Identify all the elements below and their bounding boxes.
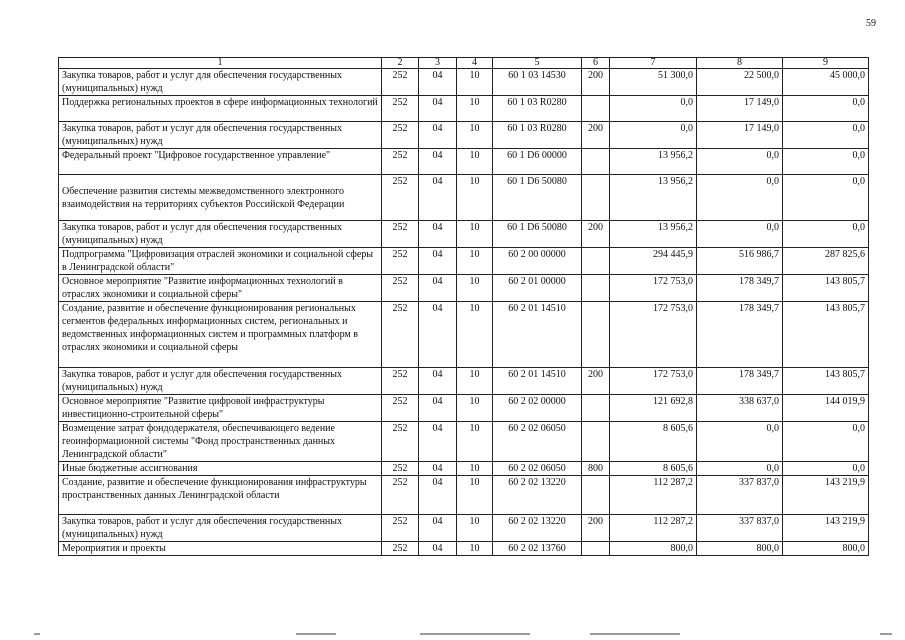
row-name: Федеральный проект "Цифровое государственное управление" [59, 149, 382, 175]
cell-target-code: 60 2 02 06050 [493, 422, 582, 462]
budget-table [58, 57, 869, 556]
cell-expense-type: 800 [582, 462, 610, 476]
cell-section: 04 [419, 221, 457, 248]
cell-amount-7: 294 445,9 [610, 248, 697, 275]
cell-target-code: 60 2 02 00000 [493, 395, 582, 422]
cell-subsection: 10 [457, 395, 493, 422]
table-row [59, 96, 869, 122]
cell-section: 04 [419, 395, 457, 422]
cell-amount-8: 0,0 [697, 221, 783, 248]
cell-amount-7: 8 605,6 [610, 462, 697, 476]
cell-section: 04 [419, 302, 457, 368]
cell-amount-9: 143 219,9 [783, 476, 869, 515]
table-row [59, 422, 869, 462]
cell-subsection: 10 [457, 175, 493, 221]
table-row [59, 149, 869, 175]
table-row [59, 395, 869, 422]
col-header-8: 8 [697, 58, 783, 69]
cell-amount-9: 143 805,7 [783, 275, 869, 302]
col-header-3: 3 [419, 58, 457, 69]
cell-subsection: 10 [457, 542, 493, 556]
cell-amount-8: 178 349,7 [697, 368, 783, 395]
row-name: Обеспечение развития системы межведомственного электронного взаимодействия на территориях субъектов Российской Федерации [59, 175, 382, 221]
cell-ministry: 252 [382, 542, 419, 556]
cell-subsection: 10 [457, 302, 493, 368]
cell-expense-type [582, 542, 610, 556]
cell-expense-type [582, 302, 610, 368]
cell-target-code: 60 2 02 13220 [493, 476, 582, 515]
cell-expense-type: 200 [582, 221, 610, 248]
cell-target-code: 60 1 03 R0280 [493, 96, 582, 122]
cell-amount-8: 337 837,0 [697, 515, 783, 542]
scan-artifact-strip [0, 628, 905, 640]
cell-expense-type: 200 [582, 368, 610, 395]
cell-expense-type: 200 [582, 122, 610, 149]
table-row [59, 275, 869, 302]
row-name: Закупка товаров, работ и услуг для обеспечения государственных (муниципальных) нужд [59, 122, 382, 149]
cell-subsection: 10 [457, 96, 493, 122]
cell-target-code: 60 2 01 00000 [493, 275, 582, 302]
cell-amount-8: 17 149,0 [697, 96, 783, 122]
cell-ministry: 252 [382, 368, 419, 395]
cell-target-code: 60 1 D6 00000 [493, 149, 582, 175]
cell-subsection: 10 [457, 69, 493, 96]
page-number: 59 [866, 18, 876, 29]
cell-amount-9: 800,0 [783, 542, 869, 556]
cell-amount-9: 0,0 [783, 175, 869, 221]
col-header-1: 1 [59, 58, 382, 69]
cell-subsection: 10 [457, 462, 493, 476]
cell-target-code: 60 1 03 R0280 [493, 122, 582, 149]
table-row [59, 302, 869, 368]
cell-amount-7: 172 753,0 [610, 302, 697, 368]
cell-ministry: 252 [382, 302, 419, 368]
cell-amount-8: 338 637,0 [697, 395, 783, 422]
table-row [59, 221, 869, 248]
table-row [59, 476, 869, 515]
cell-amount-7: 172 753,0 [610, 275, 697, 302]
header-row [59, 58, 869, 69]
cell-expense-type: 200 [582, 69, 610, 96]
cell-amount-8: 0,0 [697, 175, 783, 221]
cell-amount-7: 13 956,2 [610, 149, 697, 175]
cell-subsection: 10 [457, 221, 493, 248]
table-row [59, 368, 869, 395]
col-header-6: 6 [582, 58, 610, 69]
cell-ministry: 252 [382, 462, 419, 476]
cell-ministry: 252 [382, 221, 419, 248]
cell-amount-8: 17 149,0 [697, 122, 783, 149]
table-row [59, 69, 869, 96]
row-name: Закупка товаров, работ и услуг для обеспечения государственных (муниципальных) нужд [59, 368, 382, 395]
cell-amount-9: 0,0 [783, 422, 869, 462]
cell-section: 04 [419, 422, 457, 462]
cell-amount-8: 0,0 [697, 462, 783, 476]
row-name: Закупка товаров, работ и услуг для обеспечения государственных (муниципальных) нужд [59, 221, 382, 248]
cell-section: 04 [419, 275, 457, 302]
cell-amount-7: 112 287,2 [610, 515, 697, 542]
cell-section: 04 [419, 122, 457, 149]
table-row [59, 122, 869, 149]
cell-amount-8: 0,0 [697, 422, 783, 462]
cell-ministry: 252 [382, 476, 419, 515]
row-name: Подпрограмма "Цифровизация отраслей экономики и социальной сферы в Ленинградской области" [59, 248, 382, 275]
cell-amount-8: 178 349,7 [697, 275, 783, 302]
cell-amount-9: 0,0 [783, 122, 869, 149]
cell-amount-7: 121 692,8 [610, 395, 697, 422]
cell-amount-7: 8 605,6 [610, 422, 697, 462]
cell-target-code: 60 2 01 14510 [493, 302, 582, 368]
cell-ministry: 252 [382, 395, 419, 422]
cell-target-code: 60 2 01 14510 [493, 368, 582, 395]
cell-ministry: 252 [382, 275, 419, 302]
cell-amount-8: 178 349,7 [697, 302, 783, 368]
cell-amount-8: 0,0 [697, 149, 783, 175]
cell-ministry: 252 [382, 515, 419, 542]
col-header-5: 5 [493, 58, 582, 69]
cell-section: 04 [419, 248, 457, 275]
cell-amount-9: 143 219,9 [783, 515, 869, 542]
cell-ministry: 252 [382, 122, 419, 149]
cell-amount-7: 172 753,0 [610, 368, 697, 395]
cell-ministry: 252 [382, 69, 419, 96]
row-name: Создание, развитие и обеспечение функционирования инфраструктуры пространственных данных Ленинградской области [59, 476, 382, 515]
col-header-2: 2 [382, 58, 419, 69]
col-header-9: 9 [783, 58, 869, 69]
cell-amount-9: 0,0 [783, 462, 869, 476]
cell-target-code: 60 2 00 00000 [493, 248, 582, 275]
row-name: Основное мероприятие "Развитие информационных технологий в отраслях экономики и социальной сферы" [59, 275, 382, 302]
cell-amount-7: 0,0 [610, 122, 697, 149]
cell-ministry: 252 [382, 422, 419, 462]
cell-section: 04 [419, 515, 457, 542]
table-row [59, 515, 869, 542]
cell-amount-7: 112 287,2 [610, 476, 697, 515]
cell-amount-8: 337 837,0 [697, 476, 783, 515]
cell-subsection: 10 [457, 275, 493, 302]
cell-expense-type [582, 96, 610, 122]
cell-section: 04 [419, 96, 457, 122]
cell-target-code: 60 2 02 13760 [493, 542, 582, 556]
cell-expense-type [582, 395, 610, 422]
cell-section: 04 [419, 462, 457, 476]
cell-amount-9: 144 019,9 [783, 395, 869, 422]
cell-amount-8: 516 986,7 [697, 248, 783, 275]
row-name: Иные бюджетные ассигнования [59, 462, 382, 476]
row-name: Создание, развитие и обеспечение функционирования региональных сегментов федеральных информационных систем, региональных и ведомственных информационных систем и программных платформ в отраслях экономики и социальной сферы [59, 302, 382, 368]
col-header-4: 4 [457, 58, 493, 69]
cell-ministry: 252 [382, 96, 419, 122]
row-name: Закупка товаров, работ и услуг для обеспечения государственных (муниципальных) нужд [59, 515, 382, 542]
cell-expense-type [582, 175, 610, 221]
cell-section: 04 [419, 476, 457, 515]
cell-section: 04 [419, 69, 457, 96]
cell-subsection: 10 [457, 422, 493, 462]
cell-subsection: 10 [457, 122, 493, 149]
col-header-7: 7 [610, 58, 697, 69]
cell-ministry: 252 [382, 175, 419, 221]
table-row [59, 175, 869, 221]
cell-amount-9: 45 000,0 [783, 69, 869, 96]
cell-expense-type [582, 149, 610, 175]
row-name: Основное мероприятие "Развитие цифровой инфраструктуры инвестиционно-строительной сферы" [59, 395, 382, 422]
row-name: Поддержка региональных проектов в сфере информационных технологий [59, 96, 382, 122]
table-row [59, 462, 869, 476]
cell-target-code: 60 2 02 13220 [493, 515, 582, 542]
cell-target-code: 60 2 02 06050 [493, 462, 582, 476]
cell-amount-8: 22 500,0 [697, 69, 783, 96]
table-row [59, 542, 869, 556]
row-name: Закупка товаров, работ и услуг для обеспечения государственных (муниципальных) нужд [59, 69, 382, 96]
cell-expense-type [582, 422, 610, 462]
cell-amount-7: 13 956,2 [610, 221, 697, 248]
row-name: Возмещение затрат фондодержателя, обеспечивающего ведение геоинформационной системы "Фонд пространственных данных Ленинградской области" [59, 422, 382, 462]
table-row [59, 248, 869, 275]
cell-amount-7: 0,0 [610, 96, 697, 122]
row-name: Мероприятия и проекты [59, 542, 382, 556]
cell-subsection: 10 [457, 515, 493, 542]
cell-amount-7: 13 956,2 [610, 175, 697, 221]
cell-expense-type [582, 476, 610, 515]
cell-amount-9: 287 825,6 [783, 248, 869, 275]
cell-expense-type [582, 275, 610, 302]
cell-amount-9: 143 805,7 [783, 302, 869, 368]
cell-ministry: 252 [382, 149, 419, 175]
cell-amount-9: 143 805,7 [783, 368, 869, 395]
cell-section: 04 [419, 149, 457, 175]
cell-target-code: 60 1 03 14530 [493, 69, 582, 96]
cell-subsection: 10 [457, 248, 493, 275]
cell-amount-9: 0,0 [783, 149, 869, 175]
cell-section: 04 [419, 542, 457, 556]
cell-amount-8: 800,0 [697, 542, 783, 556]
cell-section: 04 [419, 368, 457, 395]
cell-ministry: 252 [382, 248, 419, 275]
cell-subsection: 10 [457, 476, 493, 515]
cell-subsection: 10 [457, 368, 493, 395]
cell-amount-9: 0,0 [783, 96, 869, 122]
cell-expense-type: 200 [582, 515, 610, 542]
cell-amount-7: 51 300,0 [610, 69, 697, 96]
cell-section: 04 [419, 175, 457, 221]
cell-expense-type [582, 248, 610, 275]
cell-amount-9: 0,0 [783, 221, 869, 248]
cell-subsection: 10 [457, 149, 493, 175]
cell-amount-7: 800,0 [610, 542, 697, 556]
cell-target-code: 60 1 D6 50080 [493, 175, 582, 221]
cell-target-code: 60 1 D6 50080 [493, 221, 582, 248]
